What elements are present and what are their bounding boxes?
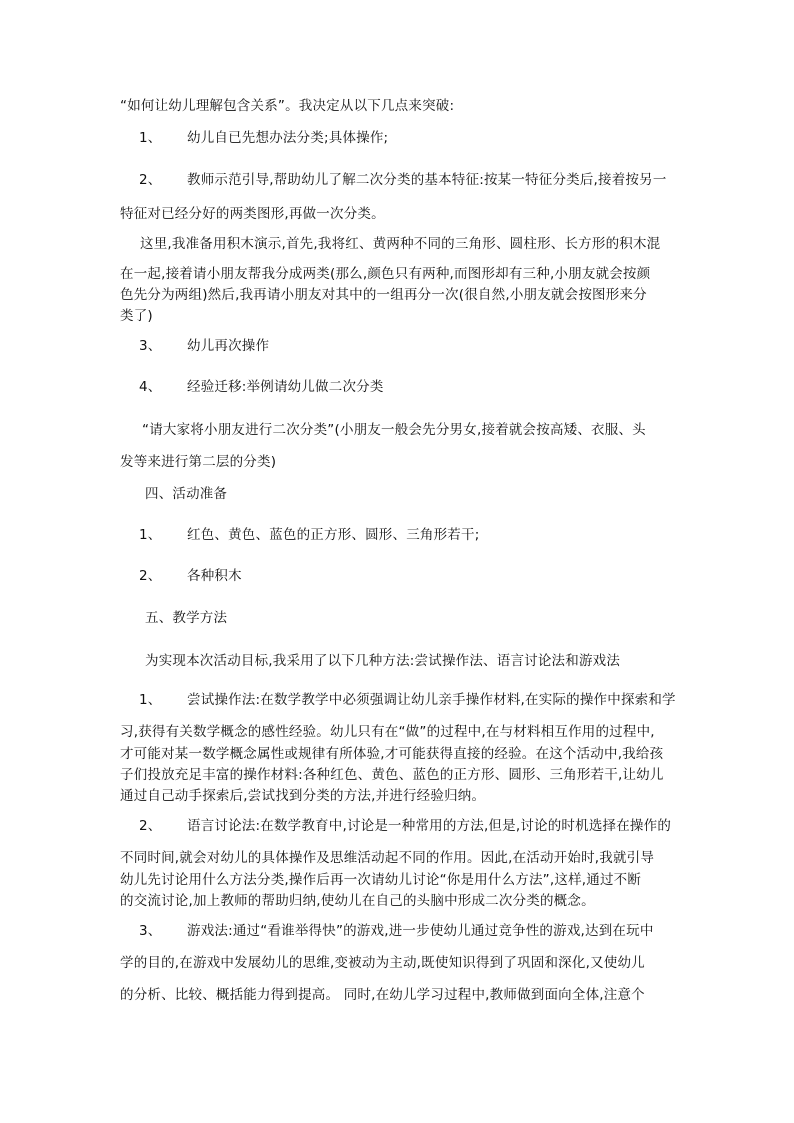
list-number: 3、 xyxy=(139,923,162,939)
list-number: 2、 xyxy=(139,172,162,188)
text-line: 在一起,接着请小朋友帮我分成两类(那么,颜色只有两种,而图形却有三种,小朋友就会按颜 xyxy=(120,266,651,282)
text-line: 类了) xyxy=(120,308,153,324)
list-number: 4、 xyxy=(139,379,162,395)
text-line: “如何让幼儿理解包含关系”。我决定从以下几点来突破: xyxy=(120,98,455,114)
text-line: 子们投放充足丰富的操作材料:各种红色、黄色、蓝色的正方形、圆形、三角形若干,让幼儿 xyxy=(120,767,664,783)
section-heading: 四、活动准备 xyxy=(145,486,228,502)
text-line: 幼儿先讨论用什么方法分类,操作后再一次请幼儿讨论“你是用什么方法”,这样,通过不断 xyxy=(120,872,642,888)
list-item: 2、 教师示范引导,帮助幼儿了解二次分类的基本特征:按某一特征分类后,接着按另一 xyxy=(139,172,667,188)
text-line: 的分析、比较、概括能力得到提高。 同时,在幼儿学习过程中,教师做到面向全体,注意个 xyxy=(120,987,645,1003)
list-item: 1、 红色、黄色、蓝色的正方形、圆形、三角形若干; xyxy=(139,527,480,543)
list-number: 2、 xyxy=(139,818,162,834)
text-line: 通过自己动手探索后,尝试找到分类的方法,并进行经验归纳。 xyxy=(120,788,486,804)
list-number: 1、 xyxy=(139,692,162,708)
text-line: 为实现本次活动目标,我采用了以下几种方法:尝试操作法、语言讨论法和游戏法 xyxy=(145,653,621,669)
list-item: 2、 各种积木 xyxy=(139,568,242,584)
list-item: 1、 尝试操作法:在数学教学中必须强调让幼儿亲手操作材料,在实际的操作中探索和学 xyxy=(139,692,676,708)
list-number: 1、 xyxy=(139,527,162,543)
list-number: 2、 xyxy=(139,568,162,584)
section-heading: 五、教学方法 xyxy=(145,610,228,626)
list-number: 1、 xyxy=(139,130,162,146)
list-item: 4、 经验迁移:举例请幼儿做二次分类 xyxy=(139,379,384,395)
text-line: 特征对已经分好的两类图形,再做一次分类。 xyxy=(120,206,385,222)
list-item: 2、 语言讨论法:在数学教育中,讨论是一种常用的方法,但是,讨论的时机选择在操作的 xyxy=(139,818,672,834)
text-line: 学的目的,在游戏中发展幼儿的思维,变被动为主动,既使知识得到了巩固和深化,又使幼儿 xyxy=(120,955,645,971)
list-item: 3、 游戏法:通过“看谁举得快”的游戏,进一步使幼儿通过竞争性的游戏,达到在玩中 xyxy=(139,923,654,939)
text-line: 的交流讨论,加上教师的帮助归纳,使幼儿在自己的头脑中形成二次分类的概念。 xyxy=(120,893,595,909)
list-item: 1、 幼儿自已先想办法分类;具体操作; xyxy=(139,130,389,146)
text-line: 这里,我准备用积木演示,首先,我将红、黄两种不同的三角形、圆柱形、长方形的积木混 xyxy=(140,236,661,252)
list-number: 3、 xyxy=(139,338,162,354)
text-line: 才可能对某一数学概念属性或规律有所体验,才可能获得直接的经验。在这个活动中,我给孩 xyxy=(120,746,664,762)
list-item: 3、 幼儿再次操作 xyxy=(139,338,270,354)
text-line: 不同时间,就会对幼儿的具体操作及思维活动起不同的作用。因此,在活动开始时,我就引导 xyxy=(120,850,655,866)
text-line: 习,获得有关数学概念的感性经验。幼儿只有在“做”的过程中,在与材料相互作用的过程中, xyxy=(120,724,655,740)
text-line: 色先分为两组)然后,我再请小朋友对其中的一组再分一次(很自然,小朋友就会按图形来分 xyxy=(120,287,647,303)
text-line: 发等来进行第二层的分类) xyxy=(120,454,277,470)
text-line: “请大家将小朋友进行二次分类”(小朋友一般会先分男女,接着就会按高矮、衣服、头 xyxy=(142,422,646,438)
